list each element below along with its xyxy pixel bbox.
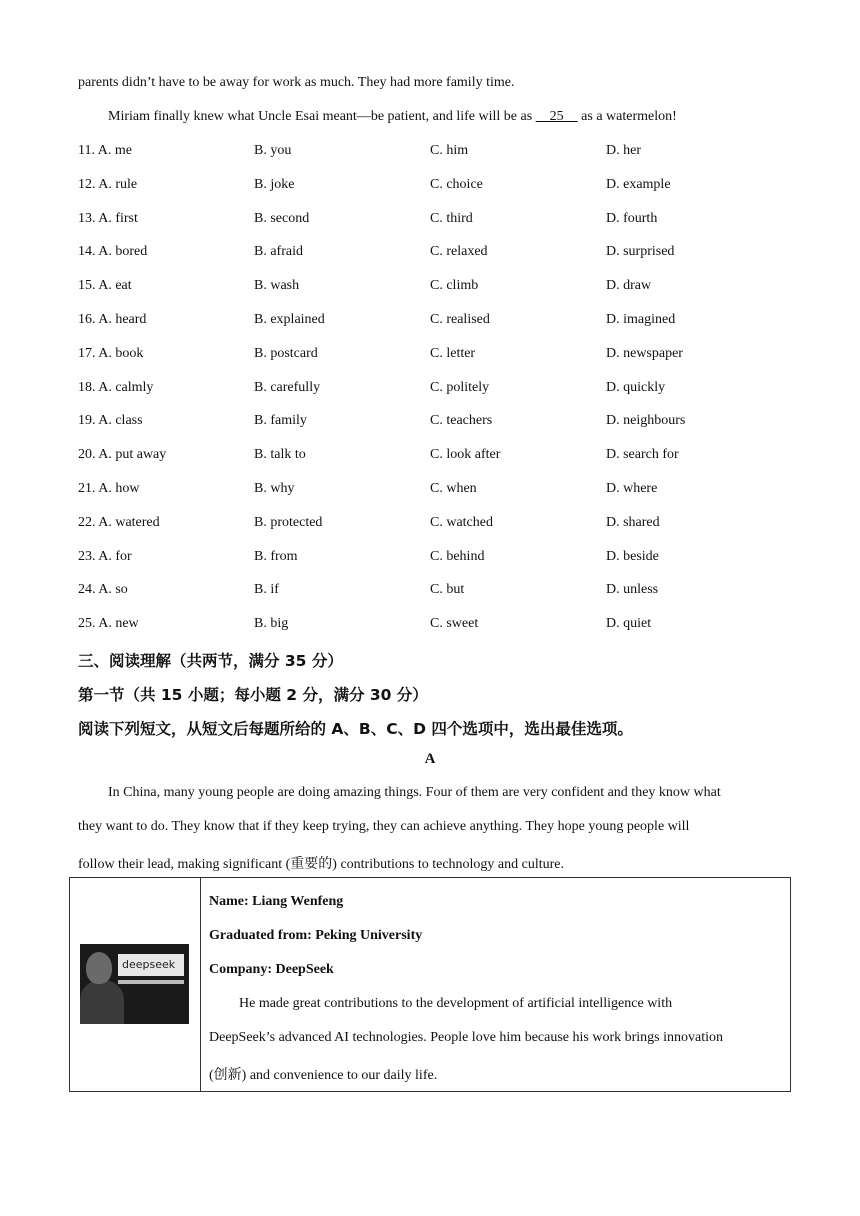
option-b: B. afraid xyxy=(254,244,303,260)
option-b: B. protected xyxy=(254,514,323,530)
option-c: C. him xyxy=(430,143,469,158)
option-c: C. politely xyxy=(430,379,490,395)
option-a: 23. A. for xyxy=(78,548,132,564)
option-row xyxy=(78,380,778,400)
option-d: D. example xyxy=(606,176,671,192)
option-a: 24. A. so xyxy=(78,582,128,598)
option-a: 13. A. first xyxy=(78,210,138,226)
option-b: B. wash xyxy=(254,278,300,294)
option-d: D. beside xyxy=(606,548,659,564)
option-d: D. surprised xyxy=(606,244,675,260)
profile-photo xyxy=(80,944,189,1024)
option-c: C. but xyxy=(430,582,465,598)
option-d: D. where xyxy=(606,481,658,496)
option-d: D. fourth xyxy=(606,210,658,226)
option-b: B. explained xyxy=(254,312,325,327)
option-a: 19. A. class xyxy=(78,413,143,429)
option-d: D. her xyxy=(606,143,641,158)
option-b: B. from xyxy=(254,548,298,564)
section-title: 三、阅读理解（共两节，满分 35 分） xyxy=(78,652,343,670)
intro-line: In China, many young people are doing amazing things. Four of them are very confident and they know what xyxy=(108,785,721,800)
option-c: C. relaxed xyxy=(430,244,488,260)
option-c: C. climb xyxy=(430,278,479,294)
option-c: C. letter xyxy=(430,345,476,361)
option-row xyxy=(78,312,778,332)
option-a: 21. A. how xyxy=(78,481,140,496)
deepseek-logo: deepseek xyxy=(118,954,184,976)
passage-letter: A xyxy=(424,751,436,767)
passage-last-line xyxy=(108,109,677,125)
option-a: 22. A. watered xyxy=(78,514,160,530)
option-d: D. unless xyxy=(606,582,659,598)
option-d: D. imagined xyxy=(606,312,676,327)
option-b: B. why xyxy=(254,481,295,496)
option-row xyxy=(78,515,778,535)
option-b: B. you xyxy=(254,143,292,158)
option-c: C. look after xyxy=(430,447,501,463)
option-row xyxy=(78,582,778,602)
section-instruction: 阅读下列短文，从短文后每题所给的 A、B、C、D 四个选项中，选出最佳选项。 xyxy=(78,720,633,738)
option-b: B. postcard xyxy=(254,345,318,361)
option-row xyxy=(78,413,778,433)
option-d: D. draw xyxy=(606,278,652,294)
option-b: B. carefully xyxy=(254,379,321,395)
option-row xyxy=(78,143,778,163)
profile-text-cell xyxy=(201,878,791,1092)
option-c: C. sweet xyxy=(430,616,479,632)
option-c: C. third xyxy=(430,210,473,226)
option-row xyxy=(78,177,778,197)
option-c: C. watched xyxy=(430,514,493,530)
option-a: 18. A. calmly xyxy=(78,379,154,395)
profile-desc: DeepSeek’s advanced AI technologies. People love him because his work brings innovation xyxy=(209,1030,723,1045)
profile-desc: He made great contributions to the development of artificial intelligence with xyxy=(239,996,673,1011)
option-d: D. shared xyxy=(606,514,660,530)
option-row xyxy=(78,346,778,366)
profile-company: Company: DeepSeek xyxy=(209,962,334,977)
passage-text-end: as a watermelon! xyxy=(577,109,677,124)
option-a: 20. A. put away xyxy=(78,447,167,463)
option-a: 12. A. rule xyxy=(78,176,138,192)
option-c: C. when xyxy=(430,481,477,496)
passage-text: Miriam finally knew what Uncle Esai meant—be patient, and life will be as xyxy=(108,109,536,124)
option-b: B. big xyxy=(254,616,289,632)
option-row xyxy=(78,616,778,636)
option-b: B. if xyxy=(254,582,279,598)
person-body xyxy=(80,980,124,1024)
profile-name: Name: Liang Wenfeng xyxy=(209,894,344,909)
option-a: 16. A. heard xyxy=(78,312,147,327)
profile-table xyxy=(69,877,791,1092)
option-row xyxy=(78,278,778,298)
option-row xyxy=(78,447,778,467)
option-row xyxy=(78,211,778,231)
profile-graduated: Graduated from: Peking University xyxy=(209,928,423,943)
blank-25: 25 xyxy=(535,109,578,124)
option-d: D. quiet xyxy=(606,616,652,632)
option-row xyxy=(78,481,778,501)
option-a: 15. A. eat xyxy=(78,278,132,294)
option-a: 17. A. book xyxy=(78,345,144,361)
option-a: 25. A. new xyxy=(78,616,139,632)
option-c: C. realised xyxy=(430,312,490,327)
option-row xyxy=(78,244,778,264)
option-c: C. choice xyxy=(430,176,483,192)
section-part: 第一节（共 15 小题；每小题 2 分，满分 30 分） xyxy=(78,686,428,704)
intro-line: they want to do. They know that if they keep trying, they can achieve anything. They hope young people will xyxy=(78,819,690,834)
option-b: B. joke xyxy=(254,176,295,192)
passage-line: parents didn’t have to be away for work as much. They had more family time. xyxy=(78,75,515,90)
option-row xyxy=(78,549,778,569)
intro-line: follow their lead, making significant (重要的) contributions to technology and culture. xyxy=(78,857,565,872)
photo-cell xyxy=(70,878,201,1092)
option-b: B. talk to xyxy=(254,447,306,463)
option-c: C. behind xyxy=(430,548,485,564)
option-d: D. search for xyxy=(606,447,679,463)
option-d: D. neighbours xyxy=(606,413,686,429)
option-d: D. newspaper xyxy=(606,345,683,361)
logo-strip xyxy=(118,980,184,984)
option-d: D. quickly xyxy=(606,379,666,395)
option-c: C. teachers xyxy=(430,413,493,429)
option-b: B. second xyxy=(254,210,310,226)
person-face xyxy=(86,952,112,984)
option-b: B. family xyxy=(254,413,307,429)
option-a: 11. A. me xyxy=(78,143,132,158)
profile-desc: (创新) and convenience to our daily life. xyxy=(209,1068,438,1083)
option-a: 14. A. bored xyxy=(78,244,148,260)
